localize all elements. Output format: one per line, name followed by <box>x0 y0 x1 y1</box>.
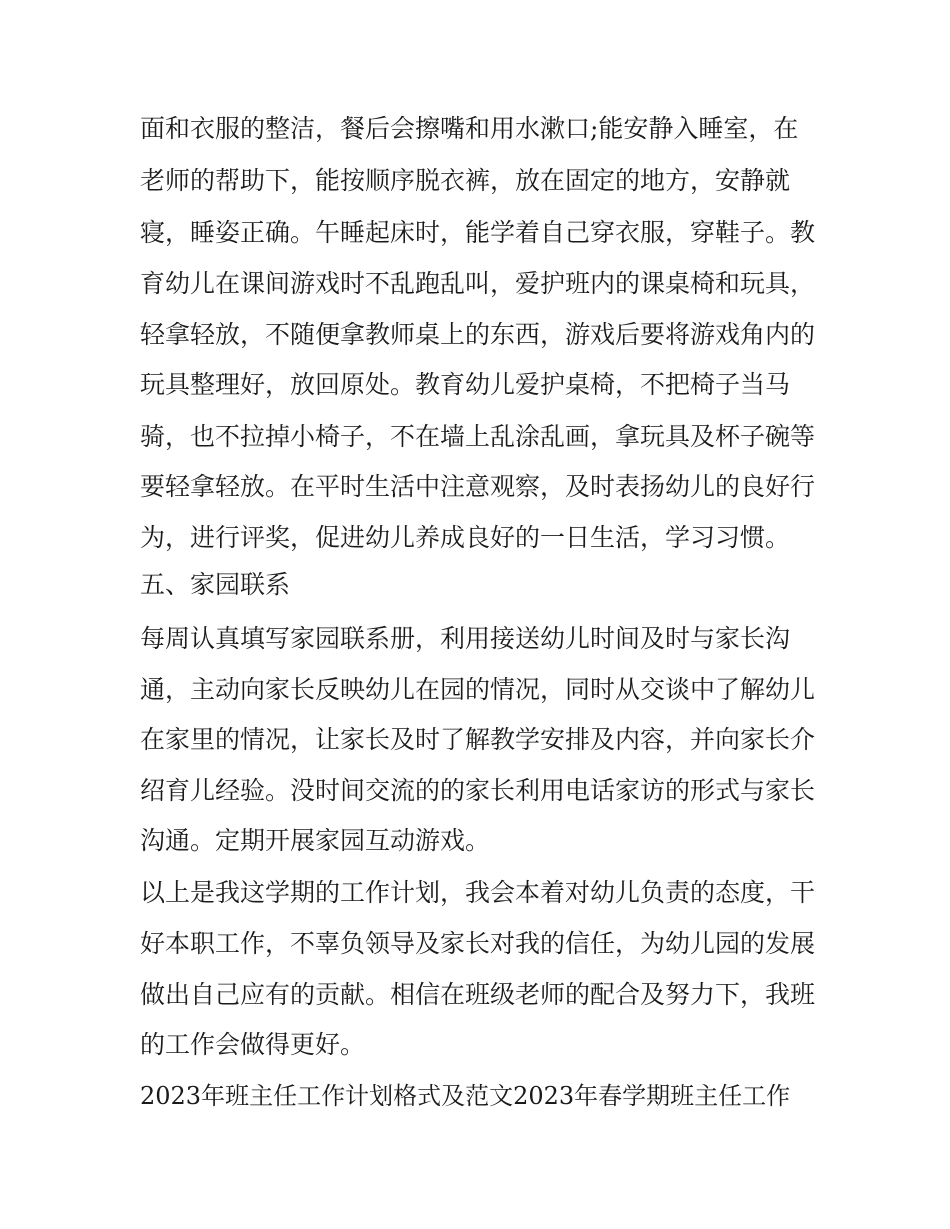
text-line: 轻拿轻放，不随便拿教师桌上的东西，游戏后要将游戏角内的 <box>140 320 816 349</box>
text-line: 的工作会做得更好。 <box>140 1030 366 1059</box>
text-line: 面和衣服的整洁，餐后会擦嘴和用水漱口;能安静入睡室，在 <box>140 114 799 143</box>
text-line: 玩具整理好，放回原处。教育幼儿爱护桌椅，不把椅子当马 <box>140 370 791 399</box>
text-line: 绍育儿经验。没时间交流的的家长利用电话家访的形式与家长 <box>140 776 816 805</box>
text-line: 要轻拿轻放。在平时生活中注意观察，及时表扬幼儿的良好行 <box>140 472 816 501</box>
text-line: 老师的帮助下，能按顺序脱衣裤，放在固定的地方，安静就 <box>140 166 791 195</box>
text-line: 2023年班主任工作计划格式及范文2023年春学期班主任工作 <box>140 1082 791 1110</box>
text-line: 骑，也不拉掉小椅子，不在墙上乱涂乱画，拿玩具及杯子碗等 <box>140 422 816 451</box>
text-line: 每周认真填写家园联系册，利用接送幼儿时间及时与家长沟 <box>140 624 791 653</box>
text-line: 做出自己应有的贡献。相信在班级老师的配合及努力下，我班 <box>140 980 816 1009</box>
text-line: 沟通。定期开展家园互动游戏。 <box>140 826 491 855</box>
text-line: 寝，睡姿正确。午睡起床时，能学着自己穿衣服，穿鞋子。教 <box>140 218 816 247</box>
text-line: 育幼儿在课间游戏时不乱跑乱叫，爱护班内的课桌椅和玩具， <box>140 269 816 298</box>
text-line: 好本职工作，不辜负领导及家长对我的信任，为幼儿园的发展 <box>140 929 816 958</box>
text-line: 以上是我这学期的工作计划，我会本着对幼儿负责的态度，干 <box>140 878 816 907</box>
text-line: 为，进行评奖，促进幼儿养成良好的一日生活，学习习惯。 <box>140 523 791 552</box>
section-heading: 五、家园联系 <box>140 570 291 599</box>
text-line: 在家里的情况，让家长及时了解教学安排及内容，并向家长介 <box>140 725 816 754</box>
text-line: 通，主动向家长反映幼儿在园的情况，同时从交谈中了解幼儿 <box>140 675 816 704</box>
